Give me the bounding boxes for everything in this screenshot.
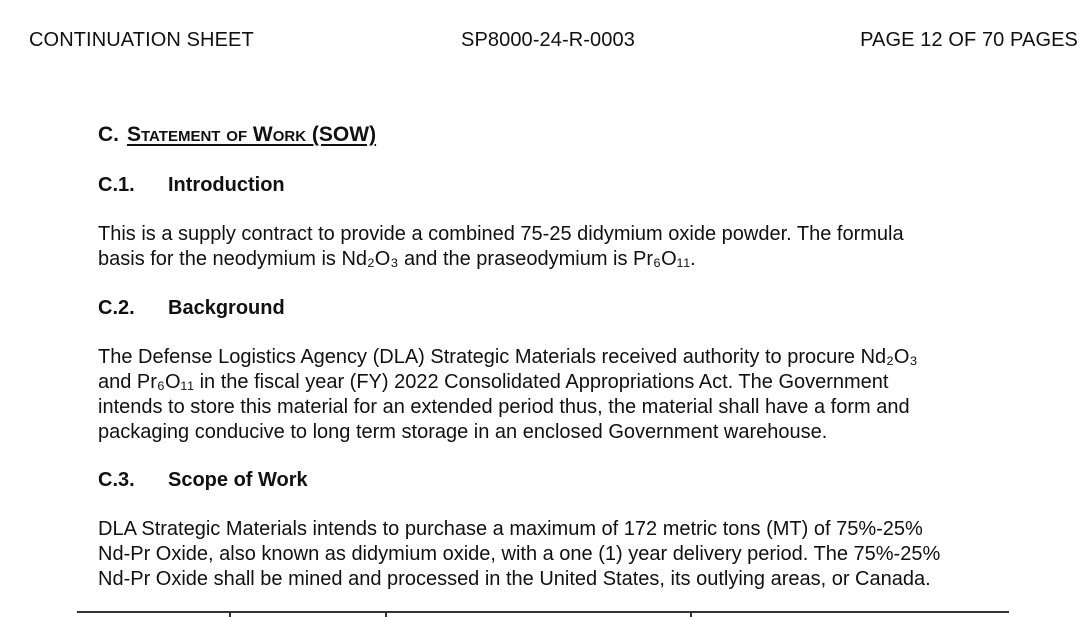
table-column-divider: [690, 611, 692, 617]
section-title: [98, 123, 376, 147]
paragraph-line: intends to store this material for an extended period thus, the material shall have a form and: [98, 396, 910, 418]
header-page-number: PAGE 12 OF 70 PAGES: [860, 29, 1078, 51]
paragraph-line: The Defense Logistics Agency (DLA) Strategic Materials received authority to procure Nd₂O₃: [98, 346, 918, 368]
subsection-heading-scope-of-work: [98, 468, 308, 492]
subsection-number: C.1.: [98, 174, 135, 196]
section-title-text: Statement of Work (SOW): [127, 123, 377, 146]
paragraph-introduction: [98, 222, 1018, 272]
table-column-divider: [385, 611, 387, 617]
subsection-heading-introduction: [98, 173, 285, 197]
paragraph-line: DLA Strategic Materials intends to purchase a maximum of 172 metric tons (MT) of 75%-25%: [98, 518, 923, 540]
subsection-number: C.2.: [98, 297, 135, 319]
paragraph-line: and Pr₆O₁₁ in the fiscal year (FY) 2022 Consolidated Appropriations Act. The Government: [98, 371, 889, 393]
table-column-divider: [229, 611, 231, 617]
subsection-title: Background: [168, 297, 285, 319]
subsection-heading-background: [98, 296, 285, 320]
header-continuation-sheet: CONTINUATION SHEET: [29, 29, 254, 51]
table-top-border: [77, 611, 1009, 613]
paragraph-line: Nd-Pr Oxide shall be mined and processed in the United States, its outlying areas, or Canada.: [98, 568, 931, 590]
subsection-title: Scope of Work: [168, 469, 308, 491]
paragraph-line: basis for the neodymium is Nd₂O₃ and the praseodymium is Pr₆O₁₁.: [98, 248, 696, 270]
section-number: C.: [98, 123, 119, 146]
paragraph-line: This is a supply contract to provide a combined 75-25 didymium oxide powder. The formula: [98, 223, 904, 245]
subsection-title: Introduction: [168, 174, 285, 196]
subsection-number: C.3.: [98, 469, 135, 491]
paragraph-line: Nd-Pr Oxide, also known as didymium oxide, with a one (1) year delivery period. The 75%-25%: [98, 543, 941, 565]
paragraph-line: packaging conducive to long term storage in an enclosed Government warehouse.: [98, 421, 828, 443]
header-solicitation-number: SP8000-24-R-0003: [461, 29, 635, 51]
paragraph-background: [98, 345, 1018, 445]
paragraph-scope-of-work: [98, 517, 1018, 592]
